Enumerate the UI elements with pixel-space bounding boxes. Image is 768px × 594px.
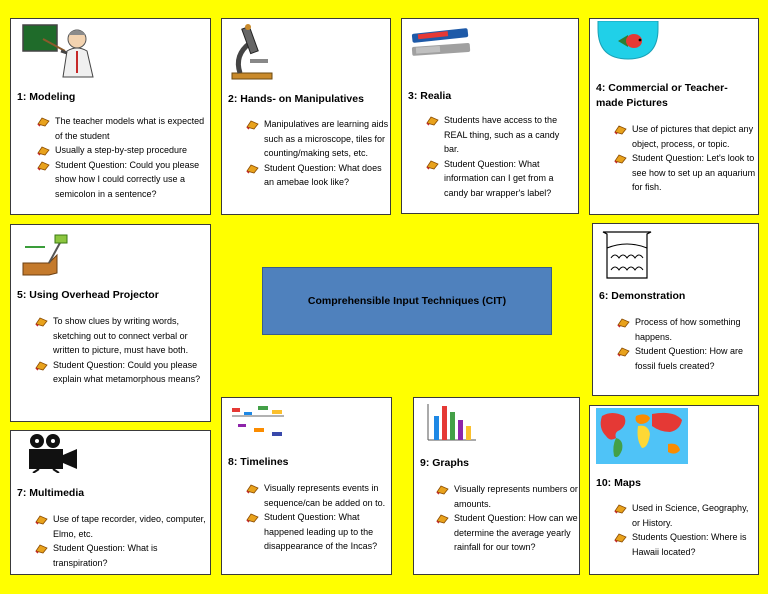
list-item bbox=[37, 143, 207, 158]
pencil-bullet-icon bbox=[246, 118, 260, 130]
pencil-bullet-icon bbox=[426, 158, 440, 170]
pencil-bullet-icon bbox=[35, 513, 49, 525]
pencil-bullet-icon bbox=[37, 159, 51, 171]
item-text: Use of tape recorder, video, computer, Elmo, etc. bbox=[53, 514, 206, 539]
list-item bbox=[614, 530, 756, 559]
card-title: 4: Commercial or Teacher-made Pictures bbox=[596, 82, 728, 109]
bullet-list bbox=[617, 315, 757, 373]
list-item bbox=[617, 344, 757, 373]
card-title: 1: Modeling bbox=[17, 91, 76, 103]
item-text: The teacher models what is expected of the student bbox=[55, 116, 205, 141]
item-text: Student Question: Let's look to see how to set up an aquarium for fish. bbox=[632, 153, 756, 193]
card-title: 2: Hands- on Manipulatives bbox=[228, 93, 364, 105]
list-item bbox=[426, 113, 576, 157]
pencil-bullet-icon bbox=[35, 542, 49, 554]
item-text: Usually a step-by-step procedure bbox=[55, 145, 188, 156]
bullet-list bbox=[614, 501, 756, 559]
pencil-bullet-icon bbox=[617, 316, 631, 328]
list-item bbox=[426, 157, 576, 201]
item-text: Student Question: Could you please show how I could correctly use a semicolon in a sentence? bbox=[55, 159, 200, 199]
pencil-bullet-icon bbox=[246, 162, 260, 174]
item-text: Student Question: Could you please explain what metamorphous means? bbox=[53, 359, 201, 385]
pencil-bullet-icon bbox=[37, 115, 51, 127]
list-item bbox=[617, 315, 757, 344]
bullet-list bbox=[246, 117, 390, 190]
pencil-bullet-icon bbox=[614, 123, 628, 135]
pencil-bullet-icon bbox=[246, 511, 260, 523]
list-item bbox=[37, 114, 207, 143]
item-text: Student Question: What happened leading up to the disappearance of the Incas? bbox=[264, 512, 378, 552]
card-maps bbox=[589, 405, 759, 575]
list-item bbox=[436, 482, 578, 511]
card-title: 3: Realia bbox=[408, 90, 452, 102]
pencil-bullet-icon bbox=[614, 502, 628, 514]
card-timelines bbox=[221, 397, 392, 575]
item-text: Use of pictures that depict any object, process, or topic. bbox=[632, 124, 754, 149]
pencil-bullet-icon bbox=[37, 144, 51, 156]
item-text: Used in Science, Geography, or History. bbox=[632, 503, 749, 528]
overhead-projector-icon bbox=[19, 233, 73, 279]
teacher-pointing-icon bbox=[21, 21, 101, 79]
card-title: 8: Timelines bbox=[228, 456, 289, 468]
item-text: To show clues by writing words, sketching out to connect verbal or written to picture, must have both. bbox=[53, 316, 189, 356]
item-text: Student Question: What is transpiration? bbox=[53, 543, 158, 568]
center-title: Comprehensible Input Techniques (CIT) bbox=[307, 295, 507, 307]
list-item bbox=[614, 122, 756, 151]
card-pictures bbox=[589, 18, 759, 215]
card-title: 7: Multimedia bbox=[17, 487, 85, 499]
pencil-bullet-icon bbox=[614, 152, 628, 164]
item-text: Student Question: How can we determine the average yearly rainfall for our town? bbox=[454, 513, 578, 553]
pencil-bullet-icon bbox=[35, 315, 49, 327]
pencil-bullet-icon bbox=[35, 359, 49, 371]
item-text: Student Question: What information can I get from a candy bar wrapper's label? bbox=[444, 158, 554, 198]
item-text: Students have access to the REAL thing, such as a candy bar. bbox=[444, 115, 560, 155]
list-item bbox=[436, 511, 578, 555]
item-text: Visually represents events in sequence/can be added on to. bbox=[264, 483, 386, 508]
bullet-list bbox=[246, 481, 391, 554]
beaker-icon bbox=[599, 228, 655, 280]
list-item bbox=[246, 510, 391, 554]
card-modeling bbox=[10, 18, 211, 215]
item-text: Manipulatives are learning aids such as a microscope, tiles for counting/making sets, etc. bbox=[264, 119, 389, 159]
pencil-bullet-icon bbox=[436, 512, 450, 524]
list-item bbox=[35, 512, 209, 541]
world-map-icon bbox=[596, 408, 688, 464]
card-realia bbox=[401, 18, 579, 214]
list-item bbox=[246, 481, 391, 510]
candy-bar-icon bbox=[410, 27, 472, 63]
item-text: Students Question: Where is Hawaii located? bbox=[632, 532, 747, 557]
item-text: Student Question: What does an amebae look like? bbox=[264, 162, 382, 188]
fishbowl-icon bbox=[596, 21, 660, 61]
film-camera-icon bbox=[23, 433, 81, 473]
bullet-list bbox=[426, 113, 576, 201]
card-title: 6: Demonstration bbox=[599, 290, 686, 302]
list-item bbox=[246, 161, 390, 190]
list-item bbox=[35, 358, 209, 387]
list-item bbox=[35, 314, 209, 358]
timeline-icon bbox=[228, 402, 288, 438]
pencil-bullet-icon bbox=[426, 114, 440, 126]
card-multimedia bbox=[10, 430, 211, 575]
item-text: Student Question: How are fossil fuels created? bbox=[635, 346, 744, 371]
card-graphs bbox=[413, 397, 580, 575]
card-title: 9: Graphs bbox=[420, 457, 470, 469]
card-overhead-projector bbox=[10, 224, 211, 422]
item-text: Process of how something happens. bbox=[635, 317, 741, 342]
item-text: Visually represents numbers or amounts. bbox=[454, 484, 578, 509]
bullet-list bbox=[35, 512, 209, 570]
bar-graph-icon bbox=[422, 402, 478, 446]
pencil-bullet-icon bbox=[246, 482, 260, 494]
pencil-bullet-icon bbox=[436, 483, 450, 495]
bullet-list bbox=[436, 482, 578, 555]
microscope-icon bbox=[226, 23, 276, 81]
bullet-list bbox=[37, 114, 207, 202]
pencil-bullet-icon bbox=[614, 531, 628, 543]
center-title-box bbox=[262, 267, 552, 335]
list-item bbox=[614, 151, 756, 195]
list-item bbox=[35, 541, 209, 570]
bullet-list bbox=[614, 122, 756, 195]
card-title: 10: Maps bbox=[596, 477, 641, 489]
bullet-list bbox=[35, 314, 209, 387]
card-demonstration bbox=[592, 223, 759, 396]
pencil-bullet-icon bbox=[617, 345, 631, 357]
list-item bbox=[37, 158, 207, 202]
card-title: 5: Using Overhead Projector bbox=[17, 289, 159, 301]
list-item bbox=[246, 117, 390, 161]
card-manipulatives bbox=[221, 18, 391, 215]
list-item bbox=[614, 501, 756, 530]
